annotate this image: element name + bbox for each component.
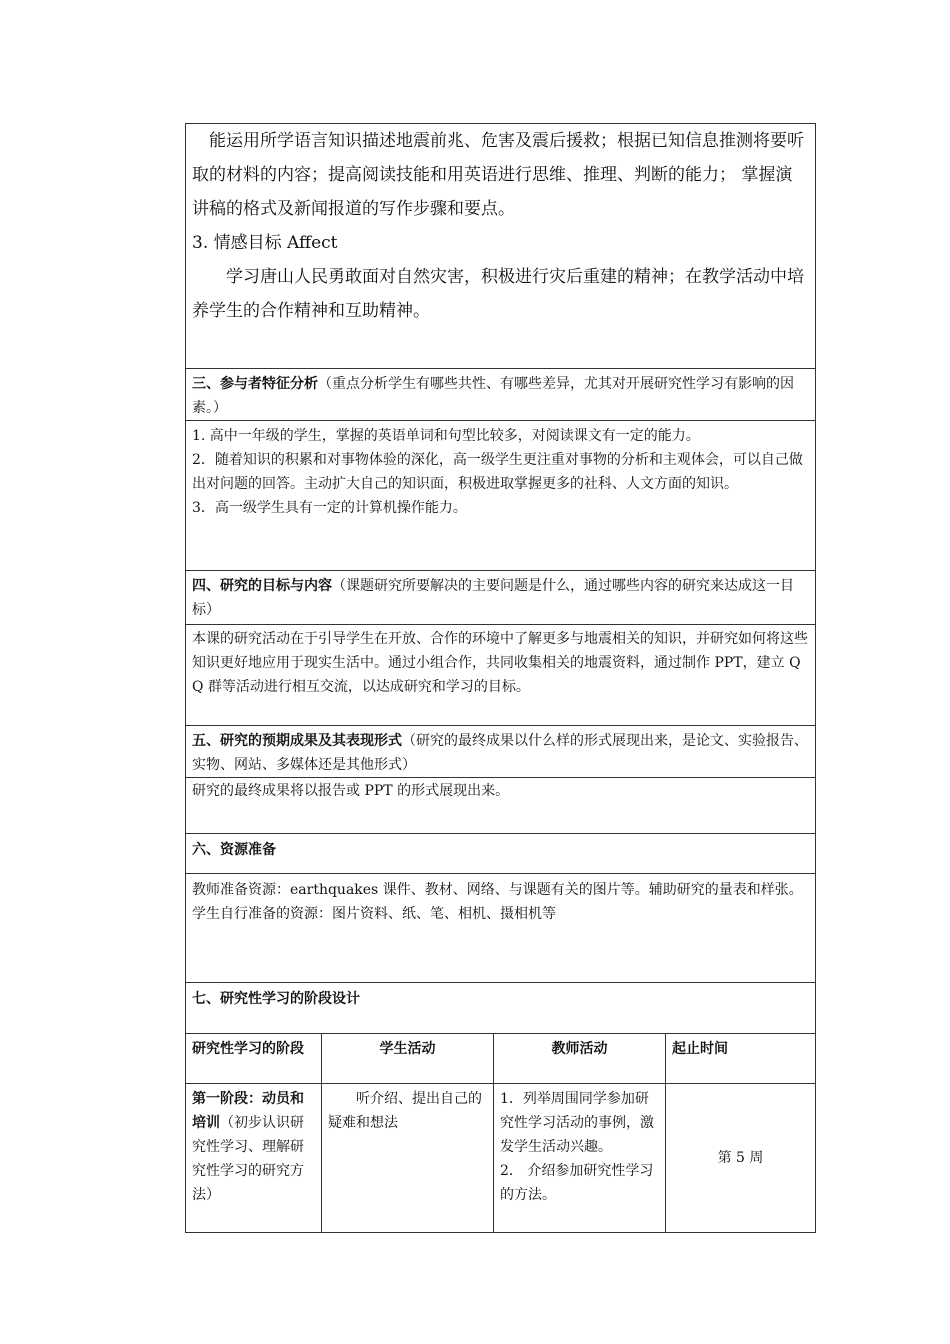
- student-resources-text: 学生自行准备的资源：图片资料、纸、笔、相机、摄相机等: [192, 906, 556, 922]
- expected-outcome-text: 研究的最终成果将以报告或 PPT 的形式展现出来。: [192, 783, 510, 799]
- participant-item: 1. 高中一年级的学生，掌握的英语单词和句型比较多，对阅读课文有一定的能力。: [192, 428, 700, 444]
- section3-title: 三、参与者特征分析: [192, 376, 318, 392]
- section5-title: 五、研究的预期成果及其表现形式: [192, 733, 402, 749]
- stage1-row: [186, 1084, 816, 1233]
- stage1-name: 第一阶段：动员和培训: [192, 1091, 304, 1131]
- affect-heading: 3. 情感目标 Affect: [192, 233, 338, 253]
- section4-header: [192, 574, 809, 622]
- section6-title: 六、资源准备: [192, 842, 276, 858]
- section5-note: （研究的最终成果以什么样的形式展现出来，是论文、实验报告、实物、网站、多媒体还是其他形式）: [192, 733, 808, 773]
- section4-content-row: [186, 625, 816, 726]
- section5-content-row: [186, 778, 816, 834]
- stage-table-header-row: [186, 1034, 816, 1084]
- stage1-time: 第 5 周: [666, 1084, 816, 1233]
- col-header-teacher-activity: 教师活动: [494, 1034, 666, 1084]
- stage1-note: （初步认识研究性学习、理解研究性学习的研究方法）: [192, 1115, 304, 1203]
- col-header-stage: 研究性学习的阶段: [186, 1034, 322, 1084]
- stage1-teacher-activity-2: 2． 介绍参加研究性学习的方法。: [500, 1163, 654, 1203]
- plan-table: [185, 123, 816, 1233]
- section7-header-row: [186, 983, 816, 1034]
- stage1-student-cell: [322, 1084, 494, 1233]
- ability-objective-text: 能运用所学语言知识描述地震前兆、危害及震后援救；根据已知信息推测将要听取的材料的内容；提高阅读技能和用英语进行思维、推理、判断的能力； 掌握演讲稿的格式及新闻报道的写作步骤和要点。: [192, 131, 804, 219]
- section7-title: 七、研究性学习的阶段设计: [192, 991, 360, 1007]
- affect-objective-text: 学习唐山人民勇敢面对自然灾害，积极进行灾后重建的精神；在教学活动中培养学生的合作精神和互助精神。: [192, 267, 804, 321]
- section5-header: [192, 729, 809, 777]
- teacher-resources-text: 教师准备资源：earthquakes 课件、教材、网络、与课题有关的图片等。辅助研究的量表和样张。: [192, 882, 803, 898]
- section4-note: （课题研究所要解决的主要问题是什么，通过哪些内容的研究来达成这一目标）: [192, 578, 794, 618]
- stage1-student-activity: 听介绍、提出自己的疑难和想法: [328, 1091, 482, 1131]
- research-content-text: 本课的研究活动在于引导学生在开放、合作的环境中了解更多与地震相关的知识，并研究如何将这些知识更好地应用于现实生活中。通过小组合作，共同收集相关的地震资料，通过制作 PPT，建立 QQ 群等活动进行相互交流，以达成研究和学习的目标。: [192, 631, 808, 695]
- stage1-teacher-activity-1: 1．列举周围同学参加研究性学习活动的事例，激发学生活动兴趣。: [500, 1091, 654, 1155]
- stage1-teacher-cell: [494, 1084, 666, 1233]
- section3-note: （重点分析学生有哪些共性、有哪些差异，尤其对开展研究性学习有影响的因素。）: [192, 376, 794, 416]
- participant-item: 3．高一级学生具有一定的计算机操作能力。: [192, 500, 467, 516]
- section4-title: 四、研究的目标与内容: [192, 578, 332, 594]
- col-header-student-activity: 学生活动: [322, 1034, 494, 1084]
- objectives-row: [186, 124, 816, 369]
- participant-item: 2．随着知识的积累和对事物体验的深化，高一级学生更注重对事物的分析和主观体会，可以自己做出对问题的回答。主动扩大自己的知识面，积极进取掌握更多的社科、人文方面的知识。: [192, 452, 803, 492]
- section3-header-row: [186, 369, 816, 421]
- section6-header-row: [186, 834, 816, 874]
- section3-header: [192, 372, 809, 420]
- stage1-cell: [186, 1084, 322, 1233]
- section5-header-row: [186, 726, 816, 778]
- section6-content-row: [186, 874, 816, 983]
- section4-header-row: [186, 571, 816, 625]
- section3-content-row: [186, 421, 816, 571]
- col-header-time: 起止时间: [666, 1034, 816, 1084]
